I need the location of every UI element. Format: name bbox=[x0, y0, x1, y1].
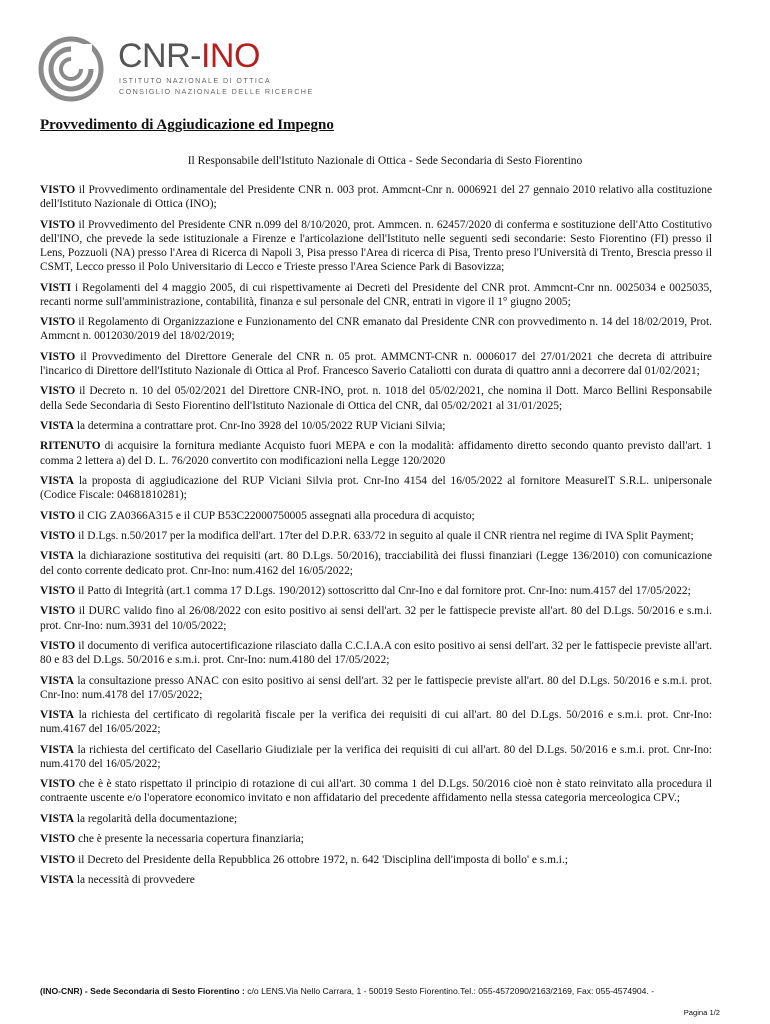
cnr-logo-icon bbox=[38, 36, 104, 102]
logo-wordmark bbox=[118, 38, 260, 74]
clause-text: il CIG ZA0366A315 e il CUP B53C22000750005 assegnati alla procedura di acquisto; bbox=[78, 509, 475, 522]
clause-paragraph bbox=[40, 604, 712, 632]
logo-subtitle-institute: ISTITUTO NAZIONALE DI OTTICA bbox=[119, 76, 272, 85]
clause-paragraph bbox=[40, 853, 712, 867]
clause-keyword: VISTO bbox=[40, 350, 76, 363]
footer-organization: (INO-CNR) - Sede Secondaria di Sesto Fiorentino : bbox=[40, 986, 245, 996]
clause-keyword: VISTO bbox=[40, 184, 76, 196]
clause-keyword: VISTO bbox=[40, 833, 76, 846]
clause-text: la richiesta del certificato del Casellario Giudiziale per la verifica dei requisiti di cui all'art. 80 del D.Lgs. 50/2016 e s.m.i. prot. Cnr-Ino: num.4170 del 16/05/2022; bbox=[40, 743, 712, 770]
clause-paragraph bbox=[40, 832, 712, 846]
clause-text: il Provvedimento del Presidente CNR n.099 del 8/10/2020, prot. Ammcen. n. 62457/2020 di conferma e sostituzione dell'Atto Costitutivo dell'INO, che prevede la sede istituzionale a Firenze e l'articolazione dell'Istituto nelle seguenti sedi secondarie: Sesto Fiorentino (FI) presso il Lens, Pozzuoli (NA) presso l'Area di Ricerca di Napoli 3, Pisa presso l'Area di ricerca di Pisa, Trento preso l'Università di Trento, Brescia presso il CSMT, Lecco presso il Polo Universitario di Lecco e Trieste presso l'Area Science Park di Basovizza; bbox=[40, 218, 713, 274]
clause-keyword: VISTO bbox=[40, 509, 76, 522]
clause-paragraph bbox=[40, 812, 712, 826]
logo-wordmark-ino: INO bbox=[200, 37, 260, 75]
clause-keyword: RITENUTO bbox=[40, 440, 101, 453]
clause-paragraph bbox=[40, 743, 712, 771]
clause-paragraph bbox=[40, 708, 712, 736]
clause-text: il documento di verifica autocertificazione rilasciato dalla C.C.I.A.A con esito positivo ai sensi dell'art. 32 per le fattispecie previste all'art. 80 e 83 del D.Lgs. 50/2016 e s.m.i. prot. Cnr-Ino: num.4180 del 17/05/2022; bbox=[40, 639, 712, 667]
footer-address: c/o LENS.Via Nello Carrara, 1 - 50019 Sesto Fiorentino.Tel.: 055-4572090/2163/2169, Fax: 055-4574904. - bbox=[247, 986, 655, 996]
clause-paragraph bbox=[40, 777, 712, 805]
clause-text: la determina a contrattare prot. Cnr-Ino 3928 del 10/05/2022 RUP Viciani Silvia; bbox=[76, 419, 446, 432]
clause-text: che è è stato rispettato il principio di rotazione di cui all'art. 30 comma 1 del D.Lgs. 50/2016 cioè non è stato reinvitato alla procedura il contraente uscente e/o l'operatore economico invitato e non affidatario del precedente affidamento nella stessa categoria merceologica CPV.; bbox=[40, 778, 712, 805]
clause-text: di acquisire la fornitura mediante Acquisto fuori MEPA e con la modalità: affidamento diretto secondo quanto previsto dall'art. 1 comma 2 lettera a) del D. L. 76/2020 convertito con modificazioni nella Legge 120/2020 bbox=[40, 440, 712, 467]
clause-keyword: VISTO bbox=[40, 218, 76, 231]
clause-text: la dichiarazione sostitutiva dei requisiti (art. 80 D.Lgs. 50/2016), tracciabilità dei flussi finanziari (Legge 136/2010) con comunicazione del conto corrente dedicato prot. Cnr-Ino: num.4162 del 16/05/2022; bbox=[40, 550, 712, 577]
page-number: Pagina 1/2 bbox=[683, 1008, 720, 1017]
clause-text: il Decreto del Presidente della Repubblica 26 ottobre 1972, n. 642 'Disciplina dell'imposta di bollo' e s.m.i.; bbox=[78, 853, 568, 866]
clause-keyword: VISTO bbox=[40, 639, 76, 652]
clause-keyword: VISTO bbox=[40, 853, 76, 866]
clause-keyword: VISTA bbox=[40, 674, 74, 687]
logo-wordmark-cnr: CNR- bbox=[118, 37, 201, 75]
clause-text: il Provvedimento ordinamentale del Presidente CNR n. 003 prot. Ammcnt-Cnr n. 0006921 del 27 gennaio 2010 relativo alla costituzione dell'Istituto Nazionale di Ottica (INO); bbox=[40, 184, 712, 211]
document-subheading: Il Responsabile dell'Istituto Nazionale di Ottica - Sede Secondaria di Sesto Fiorentino bbox=[187, 155, 583, 167]
clause-text: i Regolamenti del 4 maggio 2005, di cui rispettivamente ai Decreti del Presidente del CNR prot. Ammcnt-Cnr nn. 0025034 e 0025035, recanti norme sull'amministrazione, contabilità, finanza e sul personale del CNR, entrati in vigore il 1° giugno 2005; bbox=[40, 281, 712, 308]
clause-paragraph bbox=[40, 384, 712, 412]
clause-keyword: VISTA bbox=[40, 419, 74, 432]
clause-text: la necessità di provvedere bbox=[76, 874, 195, 887]
clause-paragraph bbox=[40, 474, 712, 502]
clause-text: la richiesta del certificato di regolarità fiscale per la verifica dei requisiti di cui all'art. 80 del D.Lgs. 50/2016 e s.m.i. prot. Cnr-Ino: num.4167 del 16/05/2022; bbox=[40, 709, 712, 736]
clause-paragraph bbox=[40, 509, 712, 523]
clause-paragraph bbox=[40, 639, 712, 667]
clause-keyword: VISTI bbox=[40, 281, 72, 294]
cnr-ino-logo bbox=[38, 34, 314, 106]
clause-keyword: VISTO bbox=[40, 529, 76, 542]
clause-keyword: VISTA bbox=[40, 874, 74, 887]
clause-text: la consultazione presso ANAC con esito positivo ai sensi dell'art. 32 per le fattispecie previste all'art. 80 del D.Lgs. 50/2016 e s.m.i. prot. Cnr-Ino: num.4178 del 17/05/2022; bbox=[40, 674, 712, 701]
clause-text: il Decreto n. 10 del 05/02/2021 del Direttore CNR-INO, prot. n. 1018 del 05/02/2021, che nomina il Dott. Marco Bellini Responsabile della Sede Secondaria di Sesto Fiorentino dell'Istituto Nazionale di Ottica del CNR, dal 05/02/2021 al 31/01/2025; bbox=[40, 385, 712, 412]
logo-subtitle-council: CONSIGLIO NAZIONALE DELLE RICERCHE bbox=[119, 87, 314, 96]
page-footer bbox=[40, 986, 720, 997]
clause-paragraph bbox=[40, 350, 712, 378]
clause-paragraph bbox=[40, 183, 712, 211]
clause-paragraph bbox=[40, 674, 712, 702]
clause-text: che è presente la necessaria copertura finanziaria; bbox=[78, 833, 304, 846]
clause-keyword: VISTA bbox=[40, 812, 74, 825]
clause-text: il Regolamento di Organizzazione e Funzionamento del CNR emanato dal Presidente CNR con provvedimento n. 14 del 18/02/2019, Prot. Ammcnt n. 0012030/2019 del 18/02/2019; bbox=[40, 316, 712, 343]
clause-text: la regolarità della documentazione; bbox=[76, 812, 238, 825]
clause-paragraph bbox=[40, 439, 712, 467]
clause-paragraph bbox=[40, 584, 712, 598]
clause-text: la proposta di aggiudicazione del RUP Viciani Silvia prot. Cnr-Ino 4154 del 16/05/2022 al fornitore MeasureIT S.R.L. unipersonale (Codice Fiscale: 04681810281); bbox=[40, 474, 712, 502]
clause-paragraph bbox=[40, 218, 712, 275]
clause-keyword: VISTA bbox=[40, 474, 74, 487]
clause-keyword: VISTO bbox=[40, 385, 76, 398]
clause-keyword: VISTA bbox=[40, 709, 74, 722]
clause-paragraph bbox=[40, 873, 712, 887]
clause-paragraph bbox=[40, 419, 712, 433]
document-title: Provvedimento di Aggiudicazione ed Impegno bbox=[40, 117, 334, 133]
clause-paragraph bbox=[40, 549, 712, 577]
clause-keyword: VISTA bbox=[40, 550, 74, 563]
clause-text: il Patto di Integrità (art.1 comma 17 D.Lgs. 190/2012) sottoscritto dal Cnr-Ino e dal fornitore prot. Cnr-Ino: num.4157 del 17/05/2022; bbox=[78, 584, 691, 597]
clause-text: il D.Lgs. n.50/2017 per la modifica dell'art. 17ter del D.P.R. 633/72 in seguito al quale il CNR rientra nel regime di IVA Split Payment; bbox=[78, 529, 694, 542]
clause-keyword: VISTO bbox=[40, 605, 76, 618]
clause-keyword: VISTA bbox=[40, 743, 74, 756]
clause-paragraph bbox=[40, 315, 712, 343]
clause-text: il DURC valido fino al 26/08/2022 con esito positivo ai sensi dell'art. 32 per le fattispecie previste all'art. 80 del D.Lgs. 50/2016 e s.m.i. prot. Cnr-Ino: num.3931 del 10/05/2022; bbox=[40, 605, 712, 632]
clause-keyword: VISTO bbox=[40, 778, 76, 791]
clause-keyword: VISTO bbox=[40, 316, 76, 329]
clause-keyword: VISTO bbox=[40, 584, 76, 597]
clause-text: il Provvedimento del Direttore Generale del CNR n. 05 prot. AMMCNT-CNR n. 0006017 del 27/01/2021 che decreta di attribuire l'incarico di Direttore dell'Istituto Nazionale di Ottica al Prof. Francesco Saverio Cataliotti con durata di quattro anni a decorrere dal 01/02/2021; bbox=[40, 350, 712, 377]
document-body bbox=[40, 183, 712, 893]
clause-paragraph bbox=[40, 281, 712, 309]
clause-paragraph bbox=[40, 529, 712, 543]
